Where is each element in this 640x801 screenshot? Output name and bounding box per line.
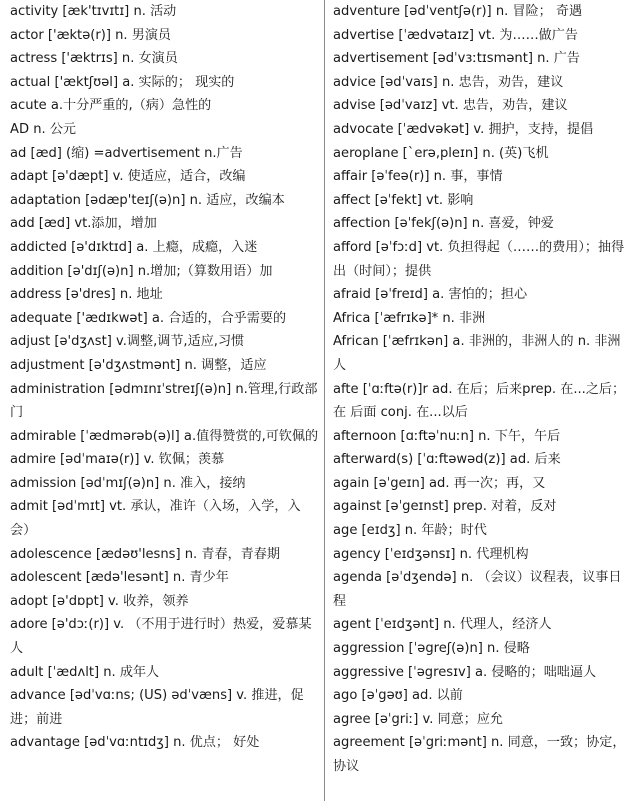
- vocabulary-entry: aeroplane [ˋerə,pleɪn] n. (英)飞机: [333, 145, 549, 161]
- vocabulary-entry: adore [ə'dɔː(r)] v. （不用于进行时）热爱，爱慕某人: [10, 617, 312, 657]
- vocabulary-entry: agency [ˈeɪdʒənsɪ] n. 代理机构: [333, 546, 529, 562]
- vocabulary-entry: adjustment [ə'dʒʌstmənt] n. 调整，适应: [10, 357, 267, 373]
- vocabulary-entry: admit [ədˈmɪt] vt. 承认，准许（入场，入学，入会）: [10, 499, 301, 539]
- vocabulary-entry: agenda [əˈdʒendə] n. （会议）议程表，议事日程: [333, 570, 622, 609]
- vocabulary-entry: administration [ədmɪnɪˈstreɪʃ(ə)n] n.管理,行政部门: [10, 381, 318, 421]
- vocabulary-entry: affect [əˈfekt] vt. 影响: [333, 192, 474, 208]
- vocabulary-entry: aggression [ˈəgreʃ(ə)n] n. 侵略: [333, 641, 530, 657]
- vocabulary-entry: Africa [ˈæfrɪkə]* n. 非洲: [333, 310, 486, 326]
- vocabulary-entry: acute a.十分严重的,（病）急性的: [10, 98, 212, 114]
- vocabulary-entry: agent [ˈeɪdʒənt] n. 代理人，经济人: [333, 617, 552, 633]
- vocabulary-entry: advantage [ədˈvɑːntɪdʒ] n. 优点； 好处: [10, 735, 260, 751]
- vocabulary-entry: advance [ədˈvɑːns; (US) ədˈvæns] v. 推进，促进；前进: [10, 688, 304, 727]
- column-divider: [324, 0, 325, 801]
- vocabulary-entry: adventure [ədˈventʃə(r)] n. 冒险； 奇遇: [333, 4, 583, 19]
- vocabulary-entry: agree [əˈgriː] v. 同意；应允: [333, 711, 504, 727]
- vocabulary-entry: adaptation [ədæp'teɪʃ(ə)n] n. 适应，改编本: [10, 192, 285, 208]
- left-column: [10, 0, 320, 755]
- vocabulary-entry: admission [ədˈmɪʃ(ə)n] n. 准入，接纳: [10, 475, 246, 491]
- vocabulary-entry: add [æd] vt.添加，增加: [10, 216, 157, 232]
- vocabulary-entry: advertisement [ədˈvɜːtɪsmənt] n. 广告: [333, 51, 580, 67]
- vocabulary-entry: affection [əˈfekʃ(ə)n] n. 喜爱，钟爱: [333, 216, 554, 232]
- vocabulary-entry: afternoon [ɑːftəˈnuːn] n. 下午，午后: [333, 428, 561, 444]
- vocabulary-entry: admirable [ˈædmərəb(ə)l] a.值得赞赏的,可钦佩的: [10, 428, 319, 444]
- vocabulary-entry: against [əˈgeɪnst] prep. 对着，反对: [333, 499, 557, 515]
- vocabulary-entry: activity [æk'tɪvɪtɪ] n. 活动: [10, 4, 177, 19]
- vocabulary-entry: advertise [ˈædvətaɪz] vt. 为……做广告: [333, 27, 578, 43]
- vocabulary-entry: ad [æd] (缩) =advertisement n.广告: [10, 145, 243, 161]
- vocabulary-entry: adolescence [ædəʊ'lesns] n. 青春，青春期: [10, 546, 280, 562]
- vocabulary-entry: adult [ˈædʌlt] n. 成年人: [10, 664, 160, 680]
- vocabulary-entry: affair [əˈfeə(r)] n. 事，事情: [333, 169, 503, 185]
- vocabulary-entry: actual ['æktʃʊəl] a. 实际的； 现实的: [10, 74, 235, 90]
- vocabulary-entry: actor ['æktə(r)] n. 男演员: [10, 27, 172, 43]
- vocabulary-entry: adapt [ə'dæpt] v. 使适应，适合，改编: [10, 169, 246, 185]
- vocabulary-entry: afte [ˈɑːftə(r)]r ad. 在后；后来prep. 在...之后；在 后面 conj. 在...以后: [333, 381, 626, 421]
- vocabulary-entry: advice [ədˈvaɪs] n. 忠告，劝告，建议: [333, 74, 564, 90]
- vocabulary-entry: aggressive [ˈəgresɪv] a. 侵略的；咄咄逼人: [333, 664, 597, 680]
- vocabulary-entry: African [ˈæfrɪkən] a. 非洲的，非洲人的 n. 非洲人: [333, 334, 621, 373]
- vocabulary-entry: addicted [ə'dɪktɪd] a. 上瘾，成瘾，入迷: [10, 239, 258, 255]
- vocabulary-entry: adolescent [ædə'lesənt] n. 青少年: [10, 570, 229, 586]
- vocabulary-entry: afraid [əˈfreɪd] a. 害怕的；担心: [333, 287, 528, 303]
- vocabulary-entry: ago [əˈgəʊ] ad. 以前: [333, 688, 463, 704]
- vocabulary-entry: adjust [ə'dʒʌst] v.调整,调节,适应,习惯: [10, 334, 245, 350]
- vocabulary-entry: actress ['æktrɪs] n. 女演员: [10, 51, 178, 67]
- vocabulary-entry: age [eɪdʒ] n. 年龄；时代: [333, 523, 487, 539]
- vocabulary-entry: AD n. 公元: [10, 121, 77, 137]
- vocabulary-entry: admire [ədˈmaɪə(r)] v. 钦佩；羡慕: [10, 452, 225, 468]
- vocabulary-entry: afterward(s) [ˈɑːftəwəd(z)] ad. 后来: [333, 452, 561, 468]
- vocabulary-entry: address [ə'dres] n. 地址: [10, 287, 163, 303]
- vocabulary-entry: advocate [ˈædvəkət] v. 拥护，支持，提倡: [333, 121, 594, 137]
- right-column: [333, 0, 633, 779]
- vocabulary-entry: adopt [ə'dɒpt] v. 收养，领养: [10, 593, 189, 609]
- vocabulary-entry: agreement [əˈgriːmənt] n. 同意，一致；协定，协议: [333, 735, 626, 774]
- vocabulary-entry: afford [əˈfɔːd] vt. 负担得起（……的费用）；抽得出（时间）；提供: [333, 239, 625, 279]
- vocabulary-entry: adequate ['ædɪkwət] a. 合适的，合乎需要的: [10, 310, 287, 326]
- vocabulary-entry: advise [ədˈvaɪz] vt. 忠告，劝告，建议: [333, 98, 568, 114]
- vocabulary-entry: addition [ə'dɪʃ(ə)n] n.增加;（算数用语）加: [10, 263, 273, 279]
- vocabulary-entry: again [əˈgeɪn] ad. 再一次；再，又: [333, 475, 546, 491]
